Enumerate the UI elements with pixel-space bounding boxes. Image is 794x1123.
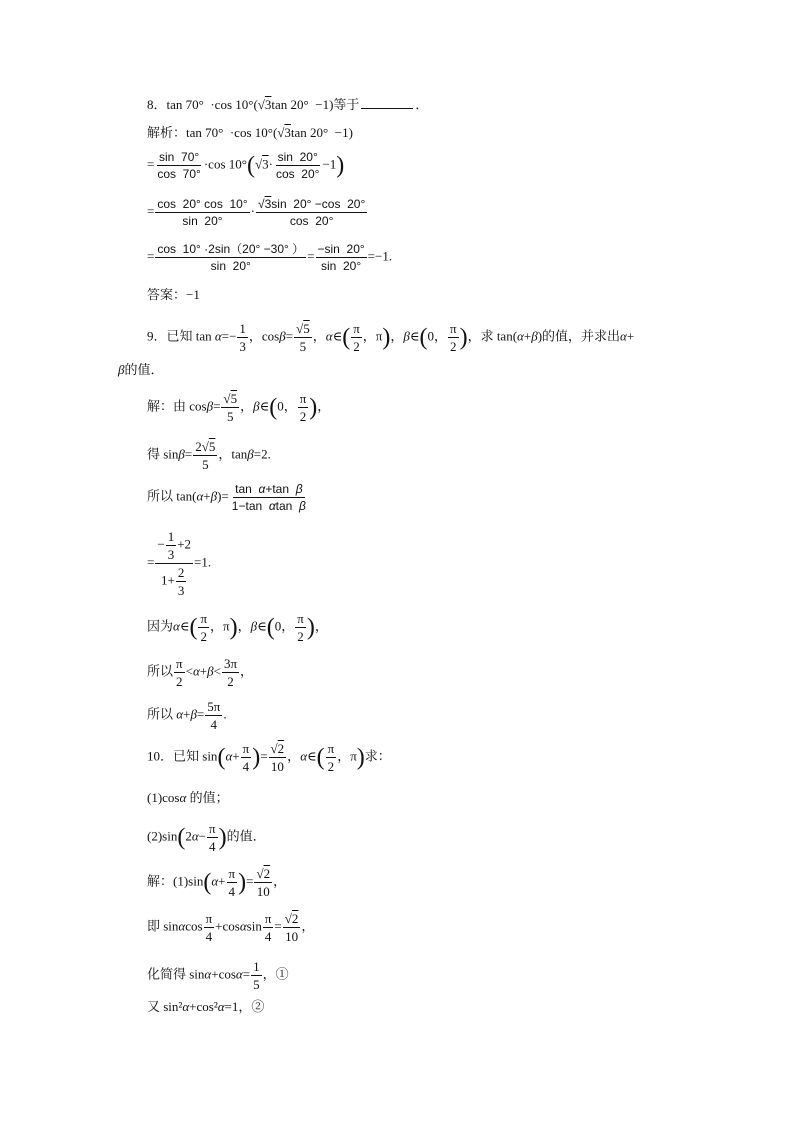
q8-jiexi-line: 解析：tan 70° ·cos 10°(√3tan 20° −1) <box>147 125 353 140</box>
q9-sol7: 所以 α+β= $\frac{5\pi}{4}$ . <box>147 699 227 732</box>
q8-answer: 答案：−1 <box>147 287 200 302</box>
q10-sol2: 即 sinαcos $\frac{\pi}{4}$ +cosαsin $\frac{\pi}{4}$ = $\frac{√2}{10}$ ， <box>147 911 315 944</box>
q8-question: 8．tan 70° ·cos 10°(√3tan 20° −1)等于 ． <box>147 97 429 112</box>
q9-question-line2: β的值． <box>118 362 164 377</box>
q9-sol4: = − $\frac{1}{3}$ +2 1+ $\frac{2}{3}$ =1. <box>147 529 212 598</box>
q10-question: 10．已知 sin(α+ $\frac{\pi}{4}$ )= $\frac{√2}{10}$ ，α∈( $\frac{\pi}{2}$ ，π)求： <box>147 741 391 774</box>
q10-number: 10． <box>147 748 174 764</box>
q10-sol4: 又 sin²α+cos²α=1，② <box>147 999 265 1014</box>
q10-sol1: 解：(1)sin(α+ $\frac{\pi}{4}$ )= $\frac{√2}{10}$ ， <box>147 866 287 899</box>
q10-part2: (2)sin(2α− $\frac{\pi}{4}$ )的值． <box>147 821 266 854</box>
q8-jiexi-label: 解析： <box>147 125 187 140</box>
q8-answer-label: 答案： <box>147 287 187 302</box>
q8-step1: = $\frac{\sin 70^\circ}{\cos 70^\circ}$ ·cos 10°(√3· $\frac{\sin 20^\circ}{\cos 20^\circ}$ −1) <box>147 150 345 181</box>
q9-sol5: 因为α∈( $\frac{\pi}{2}$ ，π)，β∈(0， $\frac{\pi}{2}$ )， <box>147 611 328 644</box>
q9-number: 9． <box>147 328 167 344</box>
q8-number: 8． <box>147 97 167 112</box>
q8-answer-blank <box>361 108 413 109</box>
q8-step3: = $\frac{\cos 10^\circ \cdot 2\sin(20^\circ -30^\circ )}{\sin 20^\circ}$ = $\frac{-\sin 20^\circ}{\sin 20^\circ}$ =−1. <box>147 242 393 273</box>
q9-sol1: 解：由 cosβ= $\frac{√5}{5}$ ，β∈(0， $\frac{\pi}{2}$ )， <box>147 391 331 424</box>
q10-part1: (1)cosα 的值； <box>147 790 229 805</box>
q10-sol3: 化简得 sinα+cosα= $\frac{1}{5}$ ，① <box>147 959 289 992</box>
q9-sol2: 得 sinβ= $\frac{2√5}{5}$ ，tanβ=2. <box>147 439 271 472</box>
q9-sol6: 所以 $\frac{\pi}{2}$ <α+β< $\frac{3\pi}{2}$ ， <box>147 656 254 689</box>
q9-sol3: 所以 tan(α+β)= $\frac{\text{tan α+tan β}}{\text{1−tan αtan β}}$ <box>147 482 306 513</box>
q9-question-line1: 9．已知 tan α=− $\frac{1}{3}$ ，cosβ= $\frac{√5}{5}$ ，α∈( $\frac{\pi}{2}$ ，π)，β∈(0， $\frac{\pi}{2}$ )，求 tan(α+β)的值，并求出α+ <box>147 321 635 354</box>
q8-step2: = $\frac{\cos 20^\circ \cos 10^\circ}{\sin 20^\circ}$ · $\frac{√3\sin 20^\circ -\cos 20^\circ}{\cos 20^\circ}$ <box>147 197 366 228</box>
